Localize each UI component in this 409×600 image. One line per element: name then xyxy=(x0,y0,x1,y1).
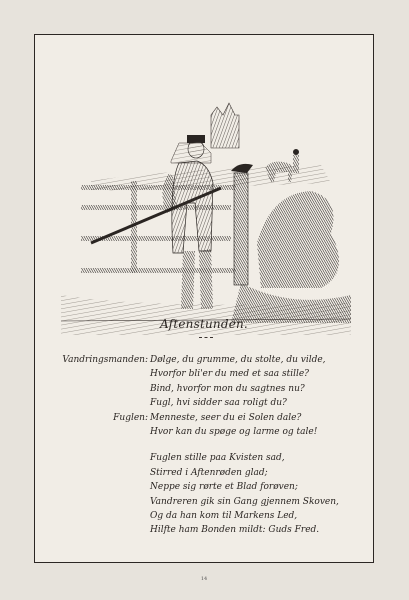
poem-line xyxy=(61,411,361,425)
verse-text: Stirred i Aftenrøden glad; xyxy=(150,467,268,478)
poem-line xyxy=(61,396,361,410)
verse-text: Hvorfor bli'er du med et saa stille? xyxy=(150,369,309,380)
verse-text: Og da han kom til Markens Led, xyxy=(150,510,298,521)
poem-title: Aftenstunden. xyxy=(160,317,248,331)
poem-line xyxy=(61,466,361,480)
verse-text: Dølge, du grumme, du stolte, du vilde, xyxy=(150,355,326,365)
speaker-label xyxy=(61,382,150,396)
stanza-gap xyxy=(61,439,361,451)
poem-line xyxy=(61,367,361,381)
verse-text: Menneste, seer du ei Solen dale? xyxy=(150,412,302,423)
poem-line xyxy=(61,495,361,509)
poem-line xyxy=(61,353,361,367)
verse-text: Vandreren gik sin Gang gjennem Skoven, xyxy=(150,496,339,507)
speaker-label: Fuglen: xyxy=(113,412,148,423)
poem-line xyxy=(61,509,361,523)
verse-text: Hilfte ham Bonden mildt: Guds Fred. xyxy=(150,525,320,536)
speaker-label xyxy=(61,367,150,381)
title-divider xyxy=(199,337,213,338)
speaker-label: Vandringsmanden: xyxy=(62,355,148,365)
verse-text: Fugl, hvi sidder saa roligt du? xyxy=(150,398,287,409)
poem-line xyxy=(61,425,361,439)
poem-body xyxy=(61,353,361,538)
woodcut-illustration xyxy=(61,73,351,335)
verse-text: Hvor kan du spøge og larme og tale! xyxy=(150,426,318,437)
verse-text: Bind, hvorfor mon du sagtnes nu? xyxy=(150,383,305,394)
poem-line xyxy=(61,480,361,494)
poem-line xyxy=(61,451,361,465)
poem-line xyxy=(61,523,361,537)
verse-text: Neppe sig rørte et Blad forøven; xyxy=(150,482,298,493)
page-number: 14 xyxy=(200,576,208,582)
speaker-label xyxy=(61,396,150,410)
verse-text: Fuglen stille paa Kvisten sad, xyxy=(150,453,285,464)
poem-line xyxy=(61,382,361,396)
speaker-label xyxy=(61,425,150,439)
page-frame xyxy=(34,34,374,582)
